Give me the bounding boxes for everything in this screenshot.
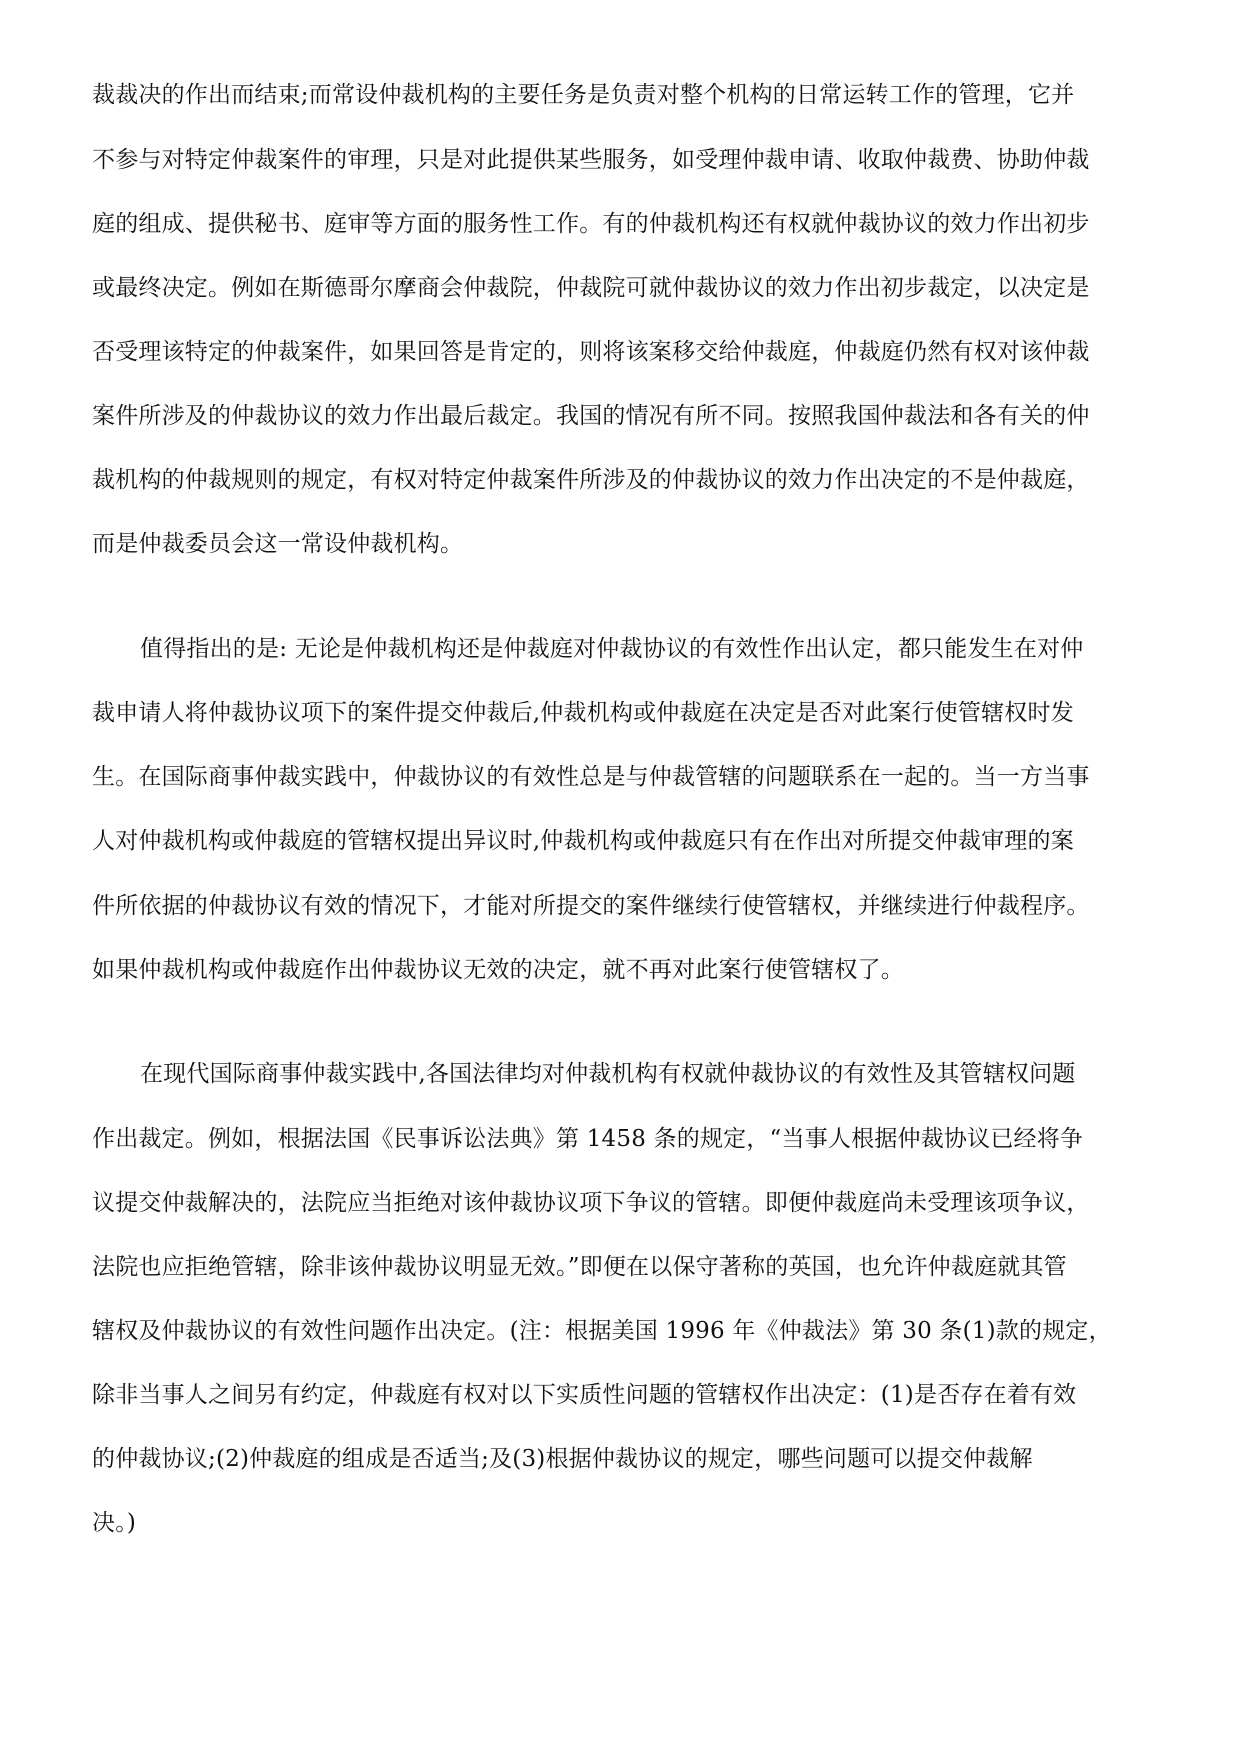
paragraph-line: 辖权及仲裁协议的有效性问题作出决定。(注：根据美国 1996 年《仲裁法》第 30 条(1)款的规定， [92,1318,1112,1344]
paragraph-line: 而是仲裁委员会这一常设仲裁机构。 [92,531,464,557]
paragraph-line: 除非当事人之间另有约定，仲裁庭有权对以下实质性问题的管辖权作出决定：(1)是否存在着有效 [92,1382,1077,1408]
paragraph-line: 值得指出的是: 无论是仲裁机构还是仲裁庭对仲裁协议的有效性作出认定，都只能发生在对仲 [140,636,1084,662]
paragraph-line: 法院也应拒绝管辖，除非该仲裁协议明显无效。”即便在以保守著称的英国，也允许仲裁庭就其管 [92,1254,1067,1280]
paragraph-line: 裁机构的仲裁规则的规定，有权对特定仲裁案件所涉及的仲裁协议的效力作出决定的不是仲裁庭， [92,467,1090,493]
paragraph-line: 或最终决定。例如在斯德哥尔摩商会仲裁院，仲裁院可就仲裁协议的效力作出初步裁定，以决定是 [92,275,1090,301]
paragraph-line: 案件所涉及的仲裁协议的效力作出最后裁定。我国的情况有所不同。按照我国仲裁法和各有关的仲 [92,403,1090,429]
paragraph-line: 生。在国际商事仲裁实践中，仲裁协议的有效性总是与仲裁管辖的问题联系在一起的。当一方当事 [92,764,1090,790]
paragraph-line: 人对仲裁机构或仲裁庭的管辖权提出异议时,仲裁机构或仲裁庭只有在作出对所提交仲裁审理的案 [92,828,1074,854]
paragraph-line: 作出裁定。例如，根据法国《民事诉讼法典》第 1458 条的规定，“当事人根据仲裁协议已经将争 [92,1126,1084,1152]
paragraph-line: 否受理该特定的仲裁案件，如果回答是肯定的，则将该案移交给仲裁庭，仲裁庭仍然有权对该仲裁 [92,339,1090,365]
paragraph-line: 庭的组成、提供秘书、庭审等方面的服务性工作。有的仲裁机构还有权就仲裁协议的效力作出初步 [92,211,1090,237]
paragraph-line: 在现代国际商事仲裁实践中,各国法律均对仲裁机构有权就仲裁协议的有效性及其管辖权问题 [140,1061,1076,1087]
paragraph-line: 如果仲裁机构或仲裁庭作出仲裁协议无效的决定，就不再对此案行使管辖权了。 [92,957,904,983]
paragraph-line: 的仲裁协议;(2)仲裁庭的组成是否适当;及(3)根据仲裁协议的规定，哪些问题可以提交仲裁解 [92,1446,1033,1472]
paragraph-line: 决。) [92,1510,137,1536]
paragraph-line: 裁裁决的作出而结束;而常设仲裁机构的主要任务是负责对整个机构的日常运转工作的管理，它并 [92,82,1075,108]
paragraph-line: 裁申请人将仲裁协议项下的案件提交仲裁后,仲裁机构或仲裁庭在决定是否对此案行使管辖权时发 [92,700,1074,726]
paragraph-line: 件所依据的仲裁协议有效的情况下，才能对所提交的案件继续行使管辖权，并继续进行仲裁程序。 [92,893,1090,919]
paragraph-line: 议提交仲裁解决的，法院应当拒绝对该仲裁协议项下争议的管辖。即便仲裁庭尚未受理该项争议， [92,1190,1090,1216]
paragraph-line: 不参与对特定仲裁案件的审理，只是对此提供某些服务，如受理仲裁申请、收取仲裁费、协助仲裁 [92,147,1090,173]
